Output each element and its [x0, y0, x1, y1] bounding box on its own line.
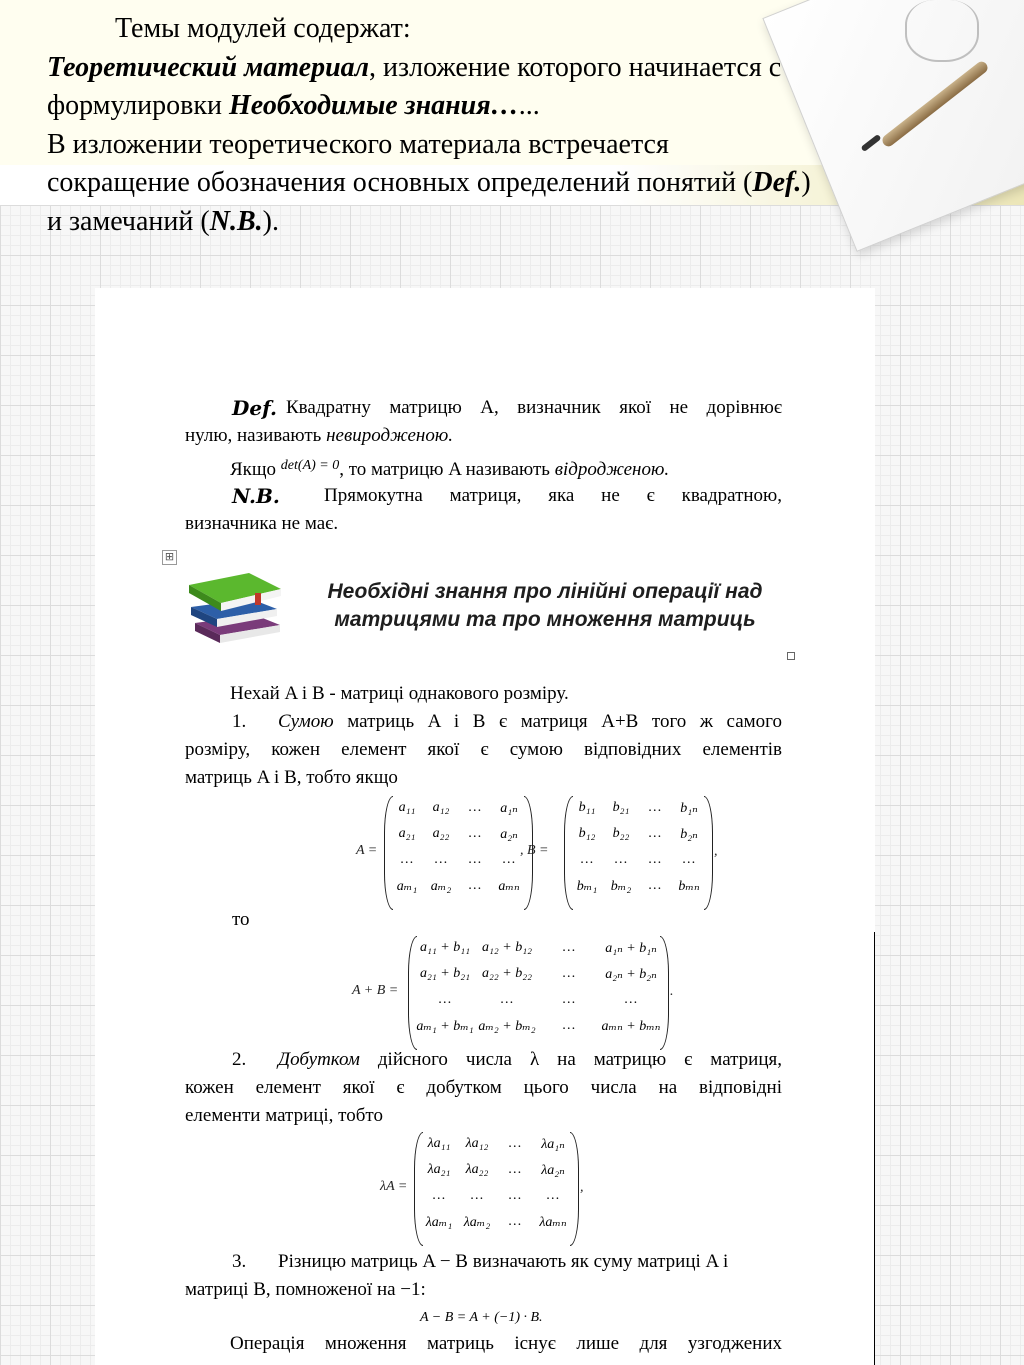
matrix-cell: a₂₂: [432, 826, 450, 841]
matrix-cell: b₁ₙ: [680, 801, 698, 816]
item-2-line-2: кожен елемент якої є добутком цього числа на відповідні: [185, 1077, 782, 1098]
matrix-cell: aₘ₂ + bₘ₂: [478, 1019, 536, 1034]
matrix-cell: b₁₂: [578, 826, 596, 841]
def-line-2-pre: нулю, називають: [185, 425, 327, 446]
matrix-cell: bₘ₂: [610, 879, 632, 894]
matrix-cell: …: [502, 852, 516, 867]
def-line-3-pre: Якщо: [230, 459, 281, 480]
para-5: Операція множення матриць існує лише для узгоджених: [230, 1333, 782, 1354]
matrix-cell: …: [508, 1214, 522, 1229]
matrix-cell: …: [468, 800, 482, 815]
matrix-cell: a₁₁ + b₁₁: [420, 940, 470, 955]
sum-term: Сумою: [278, 711, 334, 732]
section-heading: [305, 578, 785, 634]
matrix-cell: …: [562, 992, 576, 1007]
intro-line-1: Темы модулей содержат:: [115, 13, 411, 44]
intro-text: [47, 10, 987, 241]
matrix-cell: …: [648, 852, 662, 867]
matrix-cell: …: [468, 878, 482, 893]
matrix-cell: λa₁₂: [465, 1136, 489, 1151]
matrix-cell: a₂₁: [398, 826, 416, 841]
matrix-cell: λaₘ₂: [463, 1215, 491, 1230]
matrix-cell: λaₘ₁: [425, 1215, 453, 1230]
intro-line-5-post: ): [801, 167, 811, 198]
item-3-line-2: матриці B, помноженої на −1:: [185, 1279, 426, 1300]
matrix-label: , B =: [520, 843, 549, 858]
item-3-number: 3.: [232, 1251, 247, 1272]
matrix-cell: a₁₂: [432, 800, 450, 815]
intro-line-2-rest: , изложение которого начинается с: [369, 51, 782, 83]
then-word: то: [232, 909, 250, 930]
nondegenerate-term: невиродженою.: [326, 425, 454, 446]
matrix-cell: a₂ₙ: [500, 827, 518, 842]
def-line-1: Квадратну матрицю A, визначник якої не дорівнює: [286, 397, 782, 418]
matrix-cell: aₘ₁: [396, 879, 418, 894]
matrix-cell: …: [400, 852, 414, 867]
matrix-cell: …: [438, 992, 452, 1007]
matrix-cell: …: [562, 940, 576, 955]
matrix-trailing-punct: .: [670, 984, 674, 999]
matrix-cell: λa₂ₙ: [541, 1163, 565, 1178]
heading-line-1: Необхідні знання про лінійні операції над: [327, 580, 763, 603]
matrix-cell: a₂₁ + b₂₁: [420, 966, 470, 981]
matrix-cell: a₂ₙ + b₂ₙ: [605, 967, 657, 982]
matrix-cell: λa₁₁: [427, 1136, 451, 1151]
def-mark-text: Def.: [232, 396, 277, 420]
matrix-cell: …: [562, 966, 576, 981]
matrix-trailing-punct: ,: [580, 1180, 584, 1195]
matrix-cell: …: [434, 852, 448, 867]
matrix-cell: λaₘₙ: [539, 1215, 567, 1230]
matrix-cell: aₘ₁ + bₘ₁: [416, 1019, 474, 1034]
matrix-cell: aₘₙ + bₘₙ: [601, 1019, 661, 1034]
matrix-cell: …: [648, 800, 662, 815]
item-2-line-1: [278, 1046, 782, 1074]
item-1-line-1: [278, 708, 782, 736]
document-edge-line: [874, 932, 875, 1365]
item-2-rest: дійсного числа λ на матрицю є матриця,: [377, 1049, 783, 1070]
matrix-cell: a₁ₙ: [500, 801, 518, 816]
matrix-trailing-punct: ,: [714, 844, 718, 859]
matrix-cell: a₁₂ + b₁₂: [482, 940, 532, 955]
matrix-cell: …: [624, 992, 638, 1007]
matrix-cell: …: [508, 1162, 522, 1177]
matrix-cell: …: [432, 1188, 446, 1203]
matrix-cell: λa₂₂: [465, 1162, 489, 1177]
item-1-rest: матриць A і B є матриця A+B того ж самого: [347, 711, 782, 732]
matrix-cell: b₂ₙ: [680, 827, 698, 842]
difference-formula: A − B = A + (−1) · B.: [420, 1310, 543, 1325]
item-1-number: 1.: [232, 711, 247, 732]
matrix-cell: b₂₂: [612, 826, 630, 841]
matrix-cell: …: [682, 852, 696, 867]
item-1-line-2: розміру, кожен елемент якої є сумою відповідних елементів: [185, 739, 782, 760]
heading-line-2: матрицями та про множення матриць: [334, 608, 756, 631]
matrix-cell: a₂₂ + b₂₂: [482, 966, 532, 981]
nb-line-2: визначника не має.: [185, 513, 339, 534]
degenerate-term: відродженою.: [554, 459, 670, 480]
required-knowledge-bold: Необходимые знания…: [228, 90, 519, 121]
resize-handle[interactable]: [787, 652, 795, 660]
item-2-line-3: елементи матриці, тобто: [185, 1105, 383, 1126]
matrix-cell: …: [580, 852, 594, 867]
matrix-cell: aₘₙ: [498, 879, 520, 894]
matrix-cell: b₁₁: [578, 800, 596, 815]
matrix-cell: …: [562, 1018, 576, 1033]
theory-material-bold: Теоретический материал: [47, 51, 370, 83]
def-line-3-mid: , то матрицю A називають: [339, 459, 555, 480]
item-1-line-3: матриць A і B, тобто якщо: [185, 767, 398, 788]
intro-line-3-pre: формулировки: [47, 90, 229, 121]
matrix-cell: bₘ₁: [576, 879, 598, 894]
matrix-label: λA =: [380, 1179, 408, 1194]
books-icon: [185, 565, 285, 645]
matrix-cell: a₁ₙ + b₁ₙ: [605, 941, 657, 956]
intro-line-4: В изложении теоретического материала встречается: [47, 128, 669, 160]
intro-line-5: [47, 164, 987, 203]
item-2-number: 2.: [232, 1049, 247, 1070]
matrix-cell: …: [468, 852, 482, 867]
matrix-cell: …: [508, 1188, 522, 1203]
product-term: Добутком: [278, 1049, 360, 1070]
matrix-cell: λa₂₁: [427, 1162, 451, 1177]
item-3-line-1: Різницю матриць A − B визначають як суму матриці A і: [278, 1251, 729, 1272]
matrix-cell: …: [614, 852, 628, 867]
matrix-cell: bₘₙ: [678, 879, 700, 894]
def-bold: Def.: [752, 167, 802, 198]
intro-line-2: [47, 49, 987, 88]
matrix-label: A + B =: [352, 983, 399, 998]
matrix-cell: …: [500, 992, 514, 1007]
matrix-cell: …: [468, 826, 482, 841]
intro-line-6-post: ).: [262, 205, 279, 237]
matrix-cell: …: [648, 878, 662, 893]
intro-line-3: [47, 87, 987, 126]
nb-mark-text: N.B.: [232, 484, 280, 508]
def-line-3: [230, 452, 790, 484]
matrix-cell: …: [546, 1188, 560, 1203]
nb-line-1: Прямокутна матриця, яка не є квадратною,: [324, 485, 782, 506]
matrix-cell: …: [470, 1188, 484, 1203]
intro-line-6-pre: и замечаний (: [47, 205, 210, 237]
matrix-cell: …: [508, 1136, 522, 1151]
intro-line-3-post: ...: [518, 90, 540, 121]
matrix-cell: a₁₁: [398, 800, 416, 815]
nb-mark: [232, 482, 280, 512]
nb-bold: N.B.: [209, 205, 263, 237]
def-line-2: [185, 422, 785, 450]
matrix-cell: λa₁ₙ: [541, 1137, 565, 1152]
matrix-cell: aₘ₂: [430, 879, 452, 894]
table-anchor-icon[interactable]: ⊞: [162, 550, 177, 565]
intro-line-5-pre: сокращение обозначения основных определений понятий (: [47, 167, 753, 198]
matrix-cell: …: [648, 826, 662, 841]
matrix-label: A =: [356, 843, 378, 858]
def-mark: [232, 394, 277, 424]
intro-line-6: [47, 203, 987, 242]
para-1: Нехай A і B - матриці однакового розміру.: [230, 683, 569, 704]
det-formula: det(A) = 0: [280, 458, 340, 473]
matrix-cell: b₂₁: [612, 800, 630, 815]
